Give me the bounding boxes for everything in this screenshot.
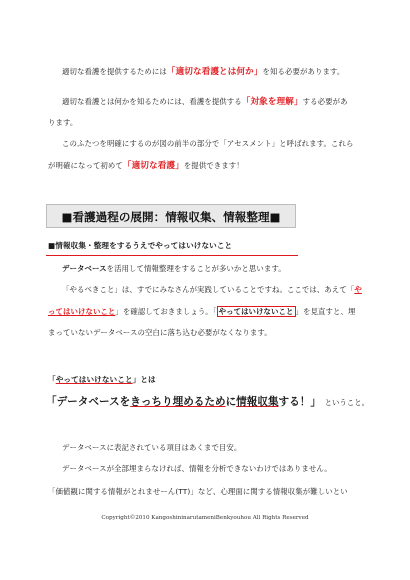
callout-label-open: 「 <box>48 375 56 384</box>
dont-do-highlight-end: ってはいけないこと <box>48 307 116 316</box>
para2-text: まっていないデータベースの空白に落ち込む必要がなくなります。 <box>48 328 272 337</box>
para3-line3 <box>48 486 348 497</box>
dont-do-boxed-phrase: やってはいけないこと <box>218 307 294 316</box>
para1-line5 <box>48 160 244 172</box>
quote-tail: ということ。 <box>324 398 369 407</box>
para1-text: が明確になって初めて <box>48 161 123 170</box>
quote-emphasis-collect: 情報収集 <box>236 396 279 408</box>
section-heading-banner <box>46 204 296 228</box>
para3-text: データベースが全部埋まらなければ、情報を分析できないわけではありません。 <box>62 464 332 473</box>
para1-text: 適切な看護を提供するためには <box>62 67 167 76</box>
para3-text: データベースに表記されている項目はあくまで目安。 <box>62 443 242 452</box>
subheading: ■情報収集・整理をするうえでやってはいけないこと <box>48 241 233 250</box>
callout-label-phrase: やってはいけないこと <box>55 375 133 384</box>
para2-line4 <box>48 327 272 338</box>
subheading-underline <box>46 255 298 256</box>
para2-line2 <box>62 284 362 295</box>
callout-quote <box>46 395 369 410</box>
para1-line1 <box>62 66 344 78</box>
para2-line1 <box>62 263 286 274</box>
key-phrase-appropriate-care-2: 「適切な看護」 <box>122 161 184 171</box>
quote-emphasis-fill: きっちり埋めるため <box>130 396 226 408</box>
para3-line1 <box>62 442 241 453</box>
quote-end: する！」 <box>278 396 321 408</box>
para3-text: 「価値観に関する情報がとれませーん(TT)」など、心理面に関する情報収集が難しいとい <box>48 487 348 496</box>
database-term: データベース <box>62 264 107 273</box>
para2-line3 <box>48 306 355 317</box>
key-phrase-appropriate-care: 「適切な看護とは何か」 <box>166 67 263 77</box>
key-phrase-understand-subject: 「対象を理解」 <box>241 97 303 107</box>
para2-text: を活用して情報整理をすることが多いかと思います。 <box>106 264 286 273</box>
para3-line2 <box>62 463 332 474</box>
callout-label <box>48 374 156 385</box>
para2-text: 」を見直すと、埋 <box>295 307 356 316</box>
para1-text: 適切な看護とは何かを知るためには、看護を提供する <box>62 97 242 106</box>
para1-text: を提供できます！ <box>183 161 244 170</box>
para1-line4 <box>62 138 353 149</box>
para1-text: このふたつを明確にするのが図の前半の部分で「アセスメント」と呼ばれます。これら <box>62 139 354 148</box>
quote-mid: に <box>225 396 237 408</box>
para1-text: ります。 <box>48 118 78 127</box>
callout-label-close: 」とは <box>132 375 156 384</box>
para2-text: 「やるべきこと」は、すでにみなさんが実践していることですね。ここでは、あえて「 <box>62 285 355 294</box>
para2-text: 」を確認しておきましょう。「 <box>115 307 217 316</box>
copyright-footer: Copyright©2010 KangoshininarutameniBenkyouhou All Rights Reserved <box>101 515 309 521</box>
para1-line3 <box>48 117 77 128</box>
section-title: ■看護過程の展開：情報収集、情報整理■ <box>61 210 281 224</box>
dont-do-highlight-start: や <box>354 285 362 294</box>
para1-line2 <box>62 96 348 108</box>
para1-text: する必要があ <box>302 97 348 106</box>
quote-start: 「データベースを <box>46 396 131 408</box>
para1-text: を知る必要があります。 <box>262 67 345 76</box>
